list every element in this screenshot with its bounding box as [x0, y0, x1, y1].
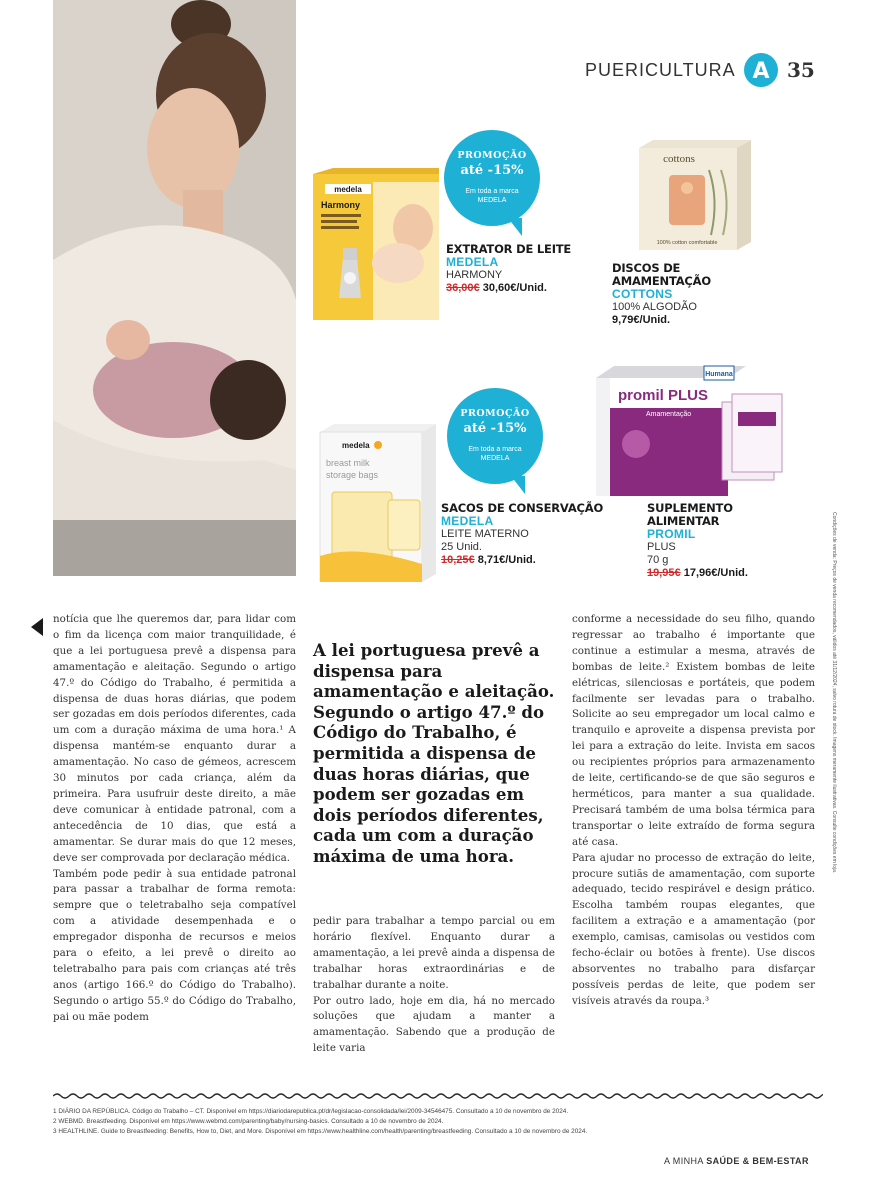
wavy-divider [53, 1088, 823, 1106]
product-name: SUPLEMENTO ALIMENTAR [647, 501, 733, 528]
article-paragraph: conforme a necessidade do seu filho, quando regressar ao trabalho é importante que continue a estimular a mesma, através de bombas de leite.² Existem bombas de leite elétricas, silenciosas e portáteis, que podem facilmente ser levadas para o trabalho. Solicite ao seu empregador um local calmo e tranquilo e aproveite a dispensa prevista por lei para a extração do leite. Invista em sacos ou recipientes próprios para armazenamento de leite, certificando-se de que são seguros e herméticos, para manter a sua qualidade. Precisará também de uma bolsa térmica para transportar o leite extraído de forma segura até casa. [572, 613, 815, 848]
svg-text:Harmony: Harmony [321, 200, 361, 210]
old-price: 10,25€ [441, 554, 475, 566]
product-variant: 100% ALGODÃO [612, 301, 697, 313]
promo-bubble-tail [511, 476, 525, 494]
price: 17,96€/Unid. [683, 567, 748, 579]
promo-bubble-tail [508, 218, 522, 236]
product-card-promil [647, 502, 807, 580]
side-credit: Condições de venda: Preços de venda recomendados, válidos até 31/12/2024, salvo rotura de stock. Imagens meramente ilustrativas. Consulte condições em loja. [831, 512, 837, 874]
mother-baby-photo [53, 0, 296, 576]
product-brand: PROMIL [647, 527, 696, 541]
old-price: 36,00€ [446, 282, 480, 294]
promil-package-image [596, 364, 786, 496]
article-column-3 [572, 612, 815, 1010]
svg-text:storage bags: storage bags [326, 470, 379, 480]
svg-text:breast milk: breast milk [326, 458, 370, 468]
svg-text:Humana: Humana [705, 371, 733, 378]
product-variant: PLUS [647, 541, 676, 553]
section-label: PUERICULTURA [585, 60, 736, 80]
storage-bags-package-image [316, 424, 436, 582]
promo-bubble-medela-2: PROMOÇÃO até -15% Em toda a marca MEDELA [447, 388, 543, 484]
product-variant: HARMONY [446, 269, 503, 281]
product-variant: LEITE MATERNO [441, 528, 529, 540]
product-brand: COTTONS [612, 287, 673, 301]
footnotes [53, 1107, 823, 1137]
product-brand: MEDELA [446, 255, 499, 269]
footnote: 3 HEALTHLINE. Guide to Breastfeeding: Benefits, How to, Diet, and More. Disponível em https://www.healthline.com/health/parenting/breastfeeding. Consultado a 10 de novembro de 2024. [53, 1128, 588, 1135]
promo-bubble-medela-1: PROMOÇÃO até -15% Em toda a marca MEDELA [444, 130, 540, 226]
price: 30,60€/Unid. [482, 282, 547, 294]
svg-text:A: A [752, 59, 770, 84]
svg-text:100% cotton comfortable: 100% cotton comfortable [656, 240, 718, 246]
article-paragraph: notícia que lhe queremos dar, para lidar com o fim da licença com maior tranquilidade, é que a lei portuguesa prevê a dispensa para amamentação e aleitação. Segundo o artigo 47.º do Código do Trabalho, é permitida a dispensa de duas horas diárias, que podem ser gozadas em dois períodos diferentes, cada um com a duração máxima de uma hora.¹ A dispensa mantém-se enquanto durar a amamentação. No caso de gémeos, acrescem 30 minutos por cada criança, além da primeira. Para usufruir deste direito, a mãe deve comunicar à entidade patronal, com a antecedência de 10 dias, que está a amamentar. Se durar mais do que 12 meses, deve ser comprovada por declaração médica. [53, 613, 296, 864]
article-column-1 [53, 612, 296, 1026]
product-name: SACOS DE CONSERVAÇÃO [441, 501, 604, 515]
product-quantity: 25 Unid. [441, 541, 482, 553]
footnote: 2 WEBMD. Breastfeeding. Disponível em https://www.webmd.com/parenting/baby/nursing-basics. Consultado a 10 de novembro de 2024. [53, 1118, 444, 1125]
svg-text:medela: medela [342, 441, 370, 450]
svg-text:Amamentação: Amamentação [646, 411, 692, 418]
product-name: EXTRATOR DE LEITE [446, 242, 572, 256]
article-paragraph: Por outro lado, hoje em dia, há no mercado soluções que ajudam a manter a amamentação. Sabendo que a produção de leite varia [313, 994, 555, 1055]
article-paragraph: pedir para trabalhar a tempo parcial ou em horário flexível. Enquanto durar a amamentação, a lei prevê ainda a dispensa de trabalhar horas extraordinárias e de trabalhar durante a noite. [313, 915, 555, 991]
product-card-harmony [446, 243, 606, 295]
product-quantity: 70 g [647, 554, 669, 566]
product-name: DISCOS DE AMAMENTAÇÃO [612, 261, 711, 288]
pull-quote: A lei portuguesa prevê a dispensa para amamentação e aleitação. Segundo o artigo 47.º do Código do Trabalho, é permitida a dispensa de duas horas diárias, que podem ser gozadas em dois períodos diferentes, cada um com a duração máxima de uma hora. [313, 640, 555, 866]
cottons-package-image [639, 140, 751, 250]
product-card-cottons [612, 262, 782, 327]
article-paragraph: Também pode pedir à sua entidade patronal para passar a trabalhar de forma remota: sempre que o teletrabalho seja compatível com a atividade desempenhada e o empregador disponha de recursos e meios para o efeito, a lei prevê o direito ao teletrabalho para pais com crianças até três anos (artigo 166.º do Código do Trabalho). Segundo o artigo 55.º do Código do Trabalho, pai ou mãe podem [53, 867, 296, 1023]
page-number: 35 [787, 58, 815, 82]
svg-text:medela: medela [334, 185, 362, 194]
magazine-logo-icon [744, 53, 778, 87]
product-card-storage-bags [441, 502, 616, 567]
svg-text:cottons: cottons [663, 153, 695, 165]
price: 9,79€/Unid. [612, 314, 671, 326]
article-column-2 [313, 914, 555, 1057]
article-paragraph: Para ajudar no processo de extração do leite, procure sutiãs de amamentação, com suporte adequado, tecido respirável e design prático. Escolha também roupas elegantes, que facilitem a extração e a amamentação (por exemplo, camisas, camisolas ou vestidos com fecho-éclair ou botões à frente). Use discos absorventes no trabalho para disfarçar possíveis perdas de leite, que podem ser visíveis através da roupa.³ [572, 851, 815, 1007]
svg-text:promil PLUS: promil PLUS [618, 387, 709, 404]
price: 8,71€/Unid. [477, 554, 536, 566]
footer-magazine-name: A MINHA SAÚDE & BEM-ESTAR [664, 1156, 809, 1166]
old-price: 19,95€ [647, 567, 681, 579]
product-brand: MEDELA [441, 514, 494, 528]
harmony-package-image [313, 168, 439, 320]
footnote: 1 DIÁRIO DA REPÚBLICA. Código do Trabalho – CT. Disponível em https://diariodarepublica.pt/dr/legislacao-consolidada/lei/2009-34546475. Consultado a 10 de novembro de 2024. [53, 1108, 569, 1115]
back-arrow-icon [31, 618, 43, 636]
